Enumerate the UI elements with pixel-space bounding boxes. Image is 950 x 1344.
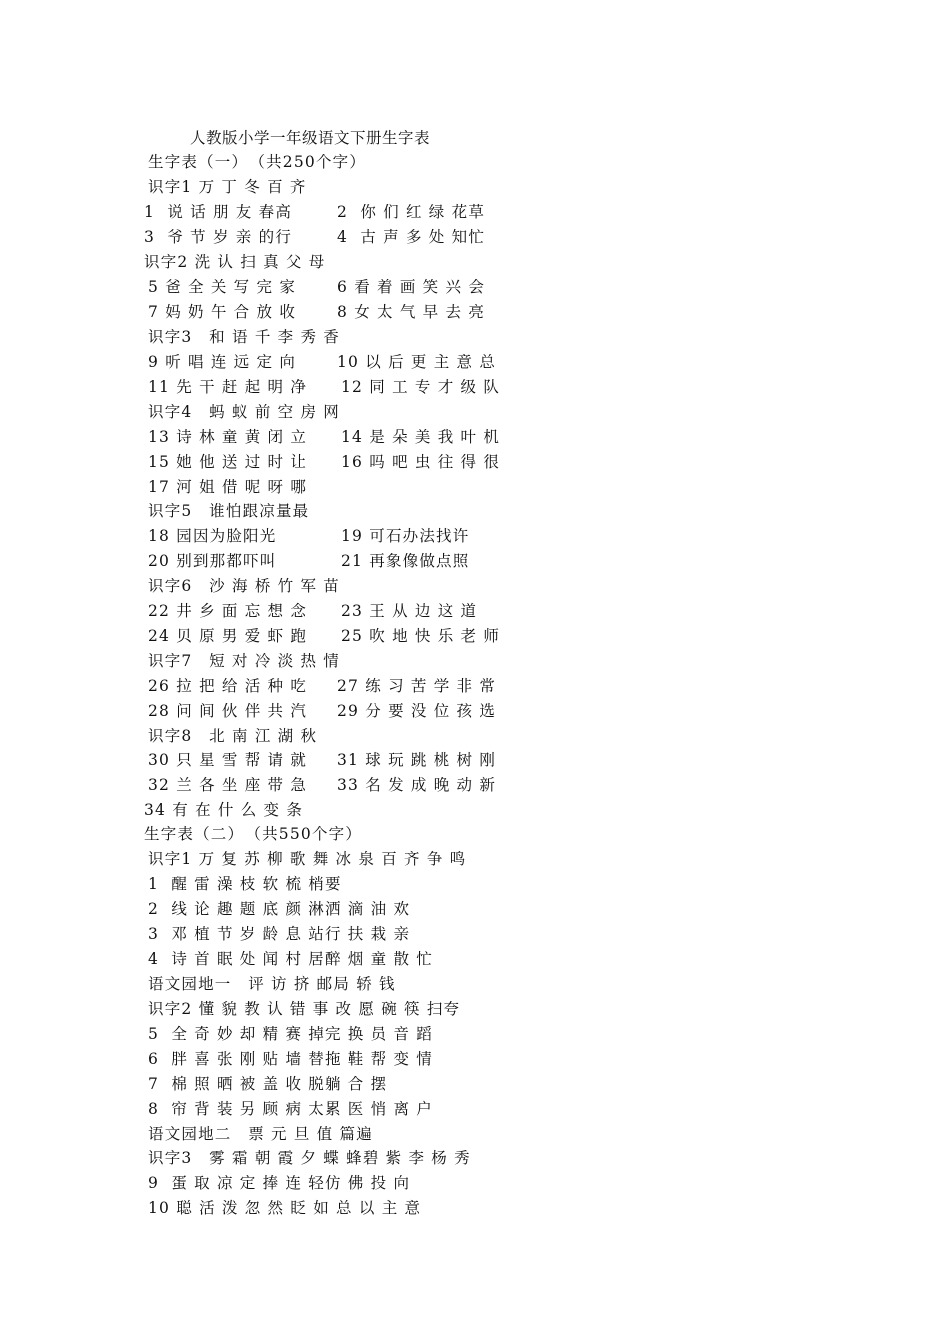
table1-row: 22 井 乡 面 忘 想 念 <box>148 602 308 620</box>
table1-row: 23 王 从 边 这 道 <box>341 602 478 620</box>
table2-row: 10 聪 活 泼 忽 然 眨 如 总 以 主 意 <box>148 1199 422 1217</box>
table1-group-4: 识字4 蚂 蚁 前 空 房 网 <box>148 403 340 421</box>
table1-group-6: 识字6 沙 海 桥 竹 军 苗 <box>148 577 340 595</box>
table1-row: 18 园因为脸阳光 <box>148 527 277 545</box>
table2-row: 1 醒 雷 澡 枝 软 梳 梢要 <box>148 875 342 893</box>
table1-group-1: 识字1 万 丁 冬 百 齐 <box>148 178 307 196</box>
table2-group-2: 识字2 懂 貌 教 认 错 事 改 愿 碗 筷 扫夸 <box>148 1000 461 1018</box>
table2-row: 4 诗 首 眠 处 闻 村 居醉 烟 童 散 忙 <box>148 950 433 968</box>
table2-yuwen-1: 语文园地一 评 访 挤 邮局 轿 钱 <box>148 975 396 993</box>
table2-group-3: 识字3 雾 霜 朝 霞 夕 蝶 蜂碧 紫 李 杨 秀 <box>148 1149 471 1167</box>
table2-yuwen-2: 语文园地二 票 元 旦 值 篇遍 <box>148 1125 373 1143</box>
table1-row: 19 可石办法找许 <box>341 527 470 545</box>
table2-row: 6 胖 喜 张 刚 贴 墙 替拖 鞋 帮 变 情 <box>148 1050 433 1068</box>
table2-group-1: 识字1 万 复 苏 柳 歌 舞 冰 泉 百 齐 争 鸣 <box>148 850 467 868</box>
table1-row: 2 你 们 红 绿 花草 <box>337 203 486 221</box>
table1-group-3: 识字3 和 语 千 李 秀 香 <box>148 328 340 346</box>
table1-row: 28 问 间 伙 伴 共 汽 <box>148 702 308 720</box>
table1-group-8: 识字8 北 南 江 湖 秋 <box>148 727 318 745</box>
table1-row: 15 她 他 送 过 时 让 <box>148 453 308 471</box>
table1-group-7: 识字7 短 对 冷 淡 热 情 <box>148 652 340 670</box>
table1-row: 24 贝 原 男 爱 虾 跑 <box>148 627 308 645</box>
table2-row: 8 帘 背 装 另 顾 病 太累 医 悄 离 户 <box>148 1100 433 1118</box>
table1-row: 29 分 要 没 位 孩 选 <box>337 702 497 720</box>
table1-row: 33 名 发 成 晚 动 新 <box>337 776 497 794</box>
table1-row: 8 女 太 气 早 去 亮 <box>337 303 486 321</box>
table1-row: 34 有 在 什 么 变 条 <box>144 801 304 819</box>
table2-row: 5 全 奇 妙 却 精 赛 掉完 换 员 音 蹈 <box>148 1025 433 1043</box>
table1-heading: 生字表（一） （共250个字） <box>148 153 367 171</box>
document-title: 人教版小学一年级语文下册生字表 <box>190 129 431 147</box>
table1-row: 17 河 姐 借 呢 呀 哪 <box>148 478 308 496</box>
table1-row: 16 吗 吧 虫 往 得 很 <box>341 453 501 471</box>
table1-row: 25 吹 地 快 乐 老 师 <box>341 627 501 645</box>
table2-row: 3 邓 植 节 岁 龄 息 站行 扶 栽 亲 <box>148 925 411 943</box>
table1-row: 12 同 工 专 才 级 队 <box>341 378 501 396</box>
table1-row: 31 球 玩 跳 桃 树 刚 <box>337 751 497 769</box>
table1-row: 10 以 后 更 主 意 总 <box>337 353 497 371</box>
table1-row: 11 先 干 赶 起 明 净 <box>148 378 308 396</box>
table1-group-2: 识字2 洗 认 扫 真 父 母 <box>144 253 326 271</box>
table1-row: 20 别到那都吓叫 <box>148 552 277 570</box>
table1-row: 6 看 着 画 笑 兴 会 <box>337 278 486 296</box>
table2-row: 7 棉 照 晒 被 盖 收 脱躺 合 摆 <box>148 1075 388 1093</box>
table2-heading: 生字表（二） （共550个字） <box>144 825 363 843</box>
table1-row: 4 古 声 多 处 知忙 <box>337 228 486 246</box>
table2-row: 2 线 论 趣 题 底 颜 淋洒 滴 油 欢 <box>148 900 411 918</box>
table1-row: 3 爷 节 岁 亲 的行 <box>144 228 293 246</box>
table1-row: 21 再象像做点照 <box>341 552 470 570</box>
table2-row: 9 蛋 取 凉 定 捧 连 轻仿 佛 投 向 <box>148 1174 411 1192</box>
table1-row: 26 拉 把 给 活 种 吃 <box>148 677 308 695</box>
table1-row: 30 只 星 雪 帮 请 就 <box>148 751 308 769</box>
table1-row: 7 妈 奶 午 合 放 收 <box>148 303 297 321</box>
table1-row: 14 是 朵 美 我 叶 机 <box>341 428 501 446</box>
table1-row: 13 诗 林 童 黄 闭 立 <box>148 428 308 446</box>
table1-row: 27 练 习 苦 学 非 常 <box>337 677 497 695</box>
table1-row: 1 说 话 朋 友 春高 <box>144 203 293 221</box>
table1-row: 5 爸 全 关 写 完 家 <box>148 278 297 296</box>
table1-group-5: 识字5 谁怕跟凉量最 <box>148 502 310 520</box>
table1-row: 9 听 唱 连 远 定 向 <box>148 353 297 371</box>
table1-row: 32 兰 各 坐 座 带 急 <box>148 776 308 794</box>
